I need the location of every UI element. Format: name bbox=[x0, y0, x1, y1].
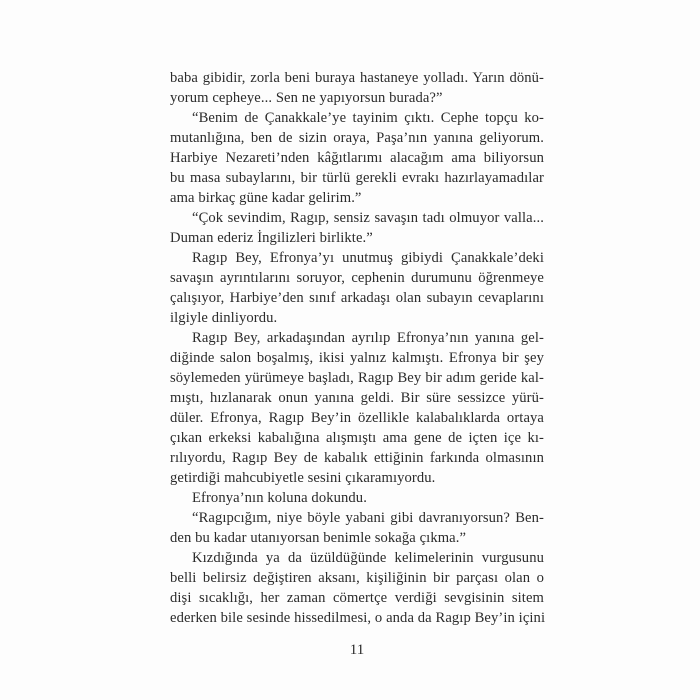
text-line: diğinde salon boşalmış, ikisi yalnız kalmıştı. Efronya bir şey bbox=[170, 350, 544, 366]
text-line: çıkan erkeksi kabalığına alışmıştı ama gene de içten içe kı- bbox=[170, 430, 544, 446]
text-line: mıştı, hızlanarak onun yanına geldi. Bir süre sessizce yürü- bbox=[170, 390, 544, 406]
text-line: getirdiği mahcubiyetle sesini çıkaramıyordu. bbox=[170, 470, 436, 486]
text-line: söylemeden yürümeye başladı, Ragıp Bey bir adım geride kal- bbox=[170, 370, 544, 386]
text-line: düler. Efronya, Ragıp Bey’in özellikle kalabalıklarda ortaya bbox=[170, 410, 544, 426]
text-line: Harbiye Nezareti’nden kâğıtlarımı alacağım ama biliyorsun bbox=[170, 150, 544, 166]
text-line: Ragıp Bey, arkadaşından ayrılıp Efronya’nın yanına gel- bbox=[192, 330, 544, 346]
text-line: belli belirsiz değiştiren aksanı, kişiliğinin bir parçası olan o bbox=[170, 570, 544, 586]
text-line: yorum cepheye... Sen ne yapıyorsun burada?” bbox=[170, 90, 443, 106]
text-line: “Çok sevindim, Ragıp, sensiz savaşın tadı olmuyor valla... bbox=[192, 210, 544, 226]
text-line: savaşın ayrıntılarını soruyor, cephenin durumunu öğrenmeye bbox=[170, 270, 544, 286]
text-line: ama birkaç güne kadar gelirim.” bbox=[170, 190, 362, 206]
text-line: “Ragıpcığım, niye böyle yabani gibi davranıyorsun? Ben- bbox=[192, 510, 544, 526]
text-line: den bu kadar utanıyorsan benimle sokağa çıkma.” bbox=[170, 530, 467, 546]
text-block bbox=[170, 68, 544, 628]
text-line: dişi sıcaklığı, her zaman cömertçe verdiği sevgisinin sitem bbox=[170, 590, 544, 606]
page-number: 11 bbox=[349, 642, 365, 658]
text-line: rılıyordu, Ragıp Bey de kabalık ettiğinin farkında olmasının bbox=[170, 450, 544, 466]
text-line: bu masa subaylarını, bir türlü gerekli evrakı hazırlayamadılar bbox=[170, 170, 544, 186]
text-line: Efronya’nın koluna dokundu. bbox=[192, 490, 367, 506]
text-line: Kızdığında ya da üzüldüğünde kelimelerinin vurgusunu bbox=[192, 550, 544, 566]
text-line: çalışıyor, Harbiye’den sınıf arkadaşı olan subayın cevaplarını bbox=[170, 290, 544, 306]
text-line: Duman ederiz İngilizleri birlikte.” bbox=[170, 230, 373, 246]
text-line: ilgiyle dinliyordu. bbox=[170, 310, 278, 326]
text-line: baba gibidir, zorla beni buraya hastaneye yolladı. Yarın dönü- bbox=[170, 70, 544, 86]
text-line: mutanlığına, ben de sizin oraya, Paşa’nın yanına geliyorum. bbox=[170, 130, 544, 146]
text-line: ederken bile sesinde hissedilmesi, o anda da Ragıp Bey’in içini bbox=[170, 610, 546, 626]
text-line: Ragıp Bey, Efronya’yı unutmuş gibiydi Çanakkale’deki bbox=[192, 250, 544, 266]
text-line: “Benim de Çanakkale’ye tayinim çıktı. Cephe topçu ko- bbox=[192, 110, 544, 126]
